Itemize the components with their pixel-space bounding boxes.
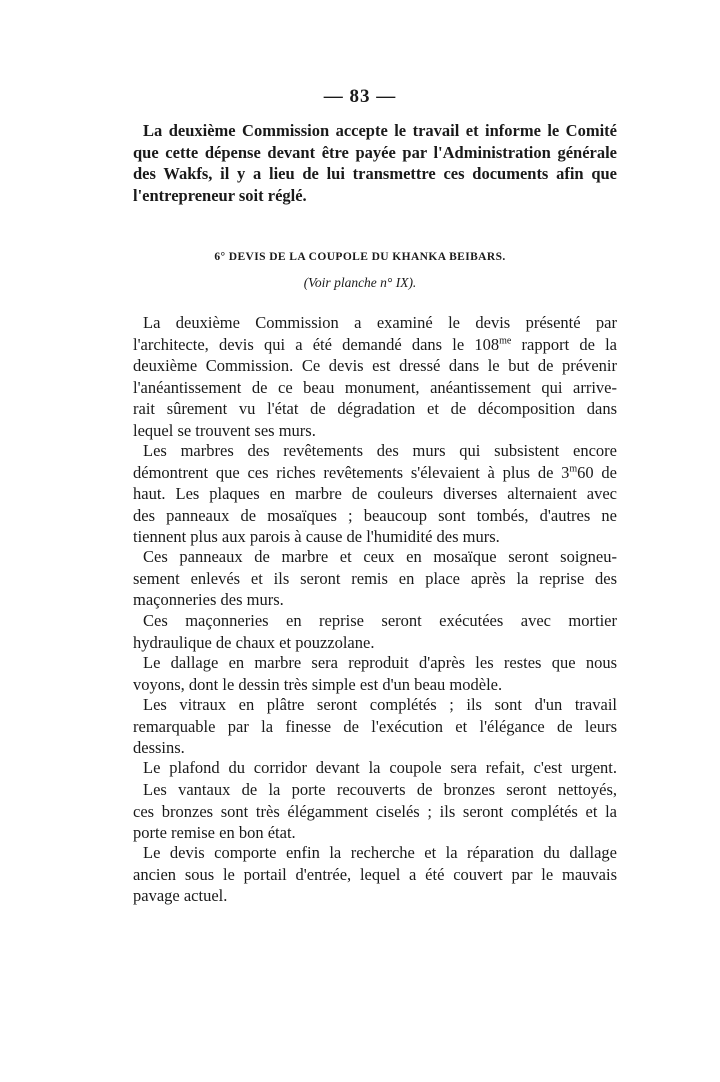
text-line: des panneaux de mosaïques ; beaucoup sont tombés, d'autres ne <box>133 505 617 525</box>
text-line: dessins. <box>133 738 185 757</box>
text-line: Les marbres des revêtements des murs qui subsistent encore <box>143 441 617 460</box>
page-number: — 83 — <box>323 86 397 107</box>
paragraph-5 <box>133 652 617 695</box>
text-line: haut. Les plaques en marbre de couleurs diverses alternaient avec <box>133 484 617 503</box>
text-fragment: 60 de <box>577 462 617 482</box>
paragraph-9 <box>133 842 617 907</box>
text-line: que cette dépense devant être payée par l'Administration générale <box>133 142 617 162</box>
paragraph-8 <box>133 779 617 844</box>
paragraph-1 <box>133 312 617 441</box>
text-line: remarquable par la finesse de l'exécution et l'élégance de leurs <box>133 716 617 736</box>
paragraph-4 <box>133 610 617 653</box>
paragraph-2 <box>133 440 617 548</box>
text-line: l'entrepreneur soit réglé. <box>133 185 307 205</box>
text-line: Les vantaux de la porte recouverts de bronzes seront nettoyés, <box>143 780 617 799</box>
text-line: des Wakfs, il y a lieu de lui transmettre ces documents afin que <box>133 164 617 183</box>
text-line: voyons, dont le dessin très simple est d'un beau modèle. <box>133 674 503 694</box>
paragraph-3 <box>133 546 617 611</box>
superscript: m <box>569 463 578 474</box>
text-fragment: démontrent que ces riches revêtements s'élevaient à plus de 3 <box>133 462 570 482</box>
intro-paragraph <box>133 120 617 206</box>
text-line: ces bronzes sont très élégamment ciselés ; ils seront complétés et la <box>133 801 617 821</box>
text-line: ancien sous le portail d'entrée, lequel a été couvert par le mauvais <box>133 864 617 884</box>
section-heading: 6° DEVIS DE LA COUPOLE DU KHANKA BEIBARS. <box>214 251 506 263</box>
text-line: rait sûrement vu l'état de dégradation et de décomposition dans <box>133 399 617 418</box>
text-line: Les vitraux en plâtre seront complétés ; ils sont d'un travail <box>143 695 617 714</box>
paragraph-6 <box>133 694 617 759</box>
text-line: Le devis comporte enfin la recherche et la réparation du dallage <box>143 843 617 862</box>
text-line: tiennent plus aux parois à cause de l'humidité des murs. <box>133 527 500 546</box>
paragraph-7 <box>133 757 617 779</box>
section-reference: (Voir planche n° IX). <box>303 275 417 290</box>
text-line: La deuxième Commission a examiné le devis présenté par <box>143 313 617 332</box>
text-line: Le dallage en marbre sera reproduit d'après les restes que nous <box>143 653 617 672</box>
superscript: me <box>499 335 512 346</box>
text-line <box>133 334 617 356</box>
text-line: l'anéantissement de ce beau monument, anéantissement qui arrive- <box>133 377 617 397</box>
text-line: lequel se trouvent ses murs. <box>133 420 316 440</box>
text-line: pavage actuel. <box>133 886 228 905</box>
text-line: Ces maçonneries en reprise seront exécutées avec mortier <box>143 611 617 630</box>
text-line: hydraulique de chaux et pouzzolane. <box>133 632 375 652</box>
text-line: deuxième Commission. Ce devis est dressé dans le but de prévenir <box>133 356 617 375</box>
text-line: Ces panneaux de marbre et ceux en mosaïque seront soigneu- <box>143 547 617 566</box>
text-line: La deuxième Commission accepte le travail et informe le Comité <box>143 121 617 140</box>
text-line: porte remise en bon état. <box>133 823 296 842</box>
text-fragment: rapport de la <box>511 334 617 354</box>
text-line <box>133 462 617 484</box>
text-fragment: l'architecte, devis qui a été demandé dans le 108 <box>133 334 500 354</box>
text-line: sement enlevés et ils seront remis en place après la reprise des <box>133 568 617 588</box>
text-line: maçonneries des murs. <box>133 590 284 609</box>
text-line: Le plafond du corridor devant la coupole sera refait, c'est urgent. <box>143 758 617 777</box>
